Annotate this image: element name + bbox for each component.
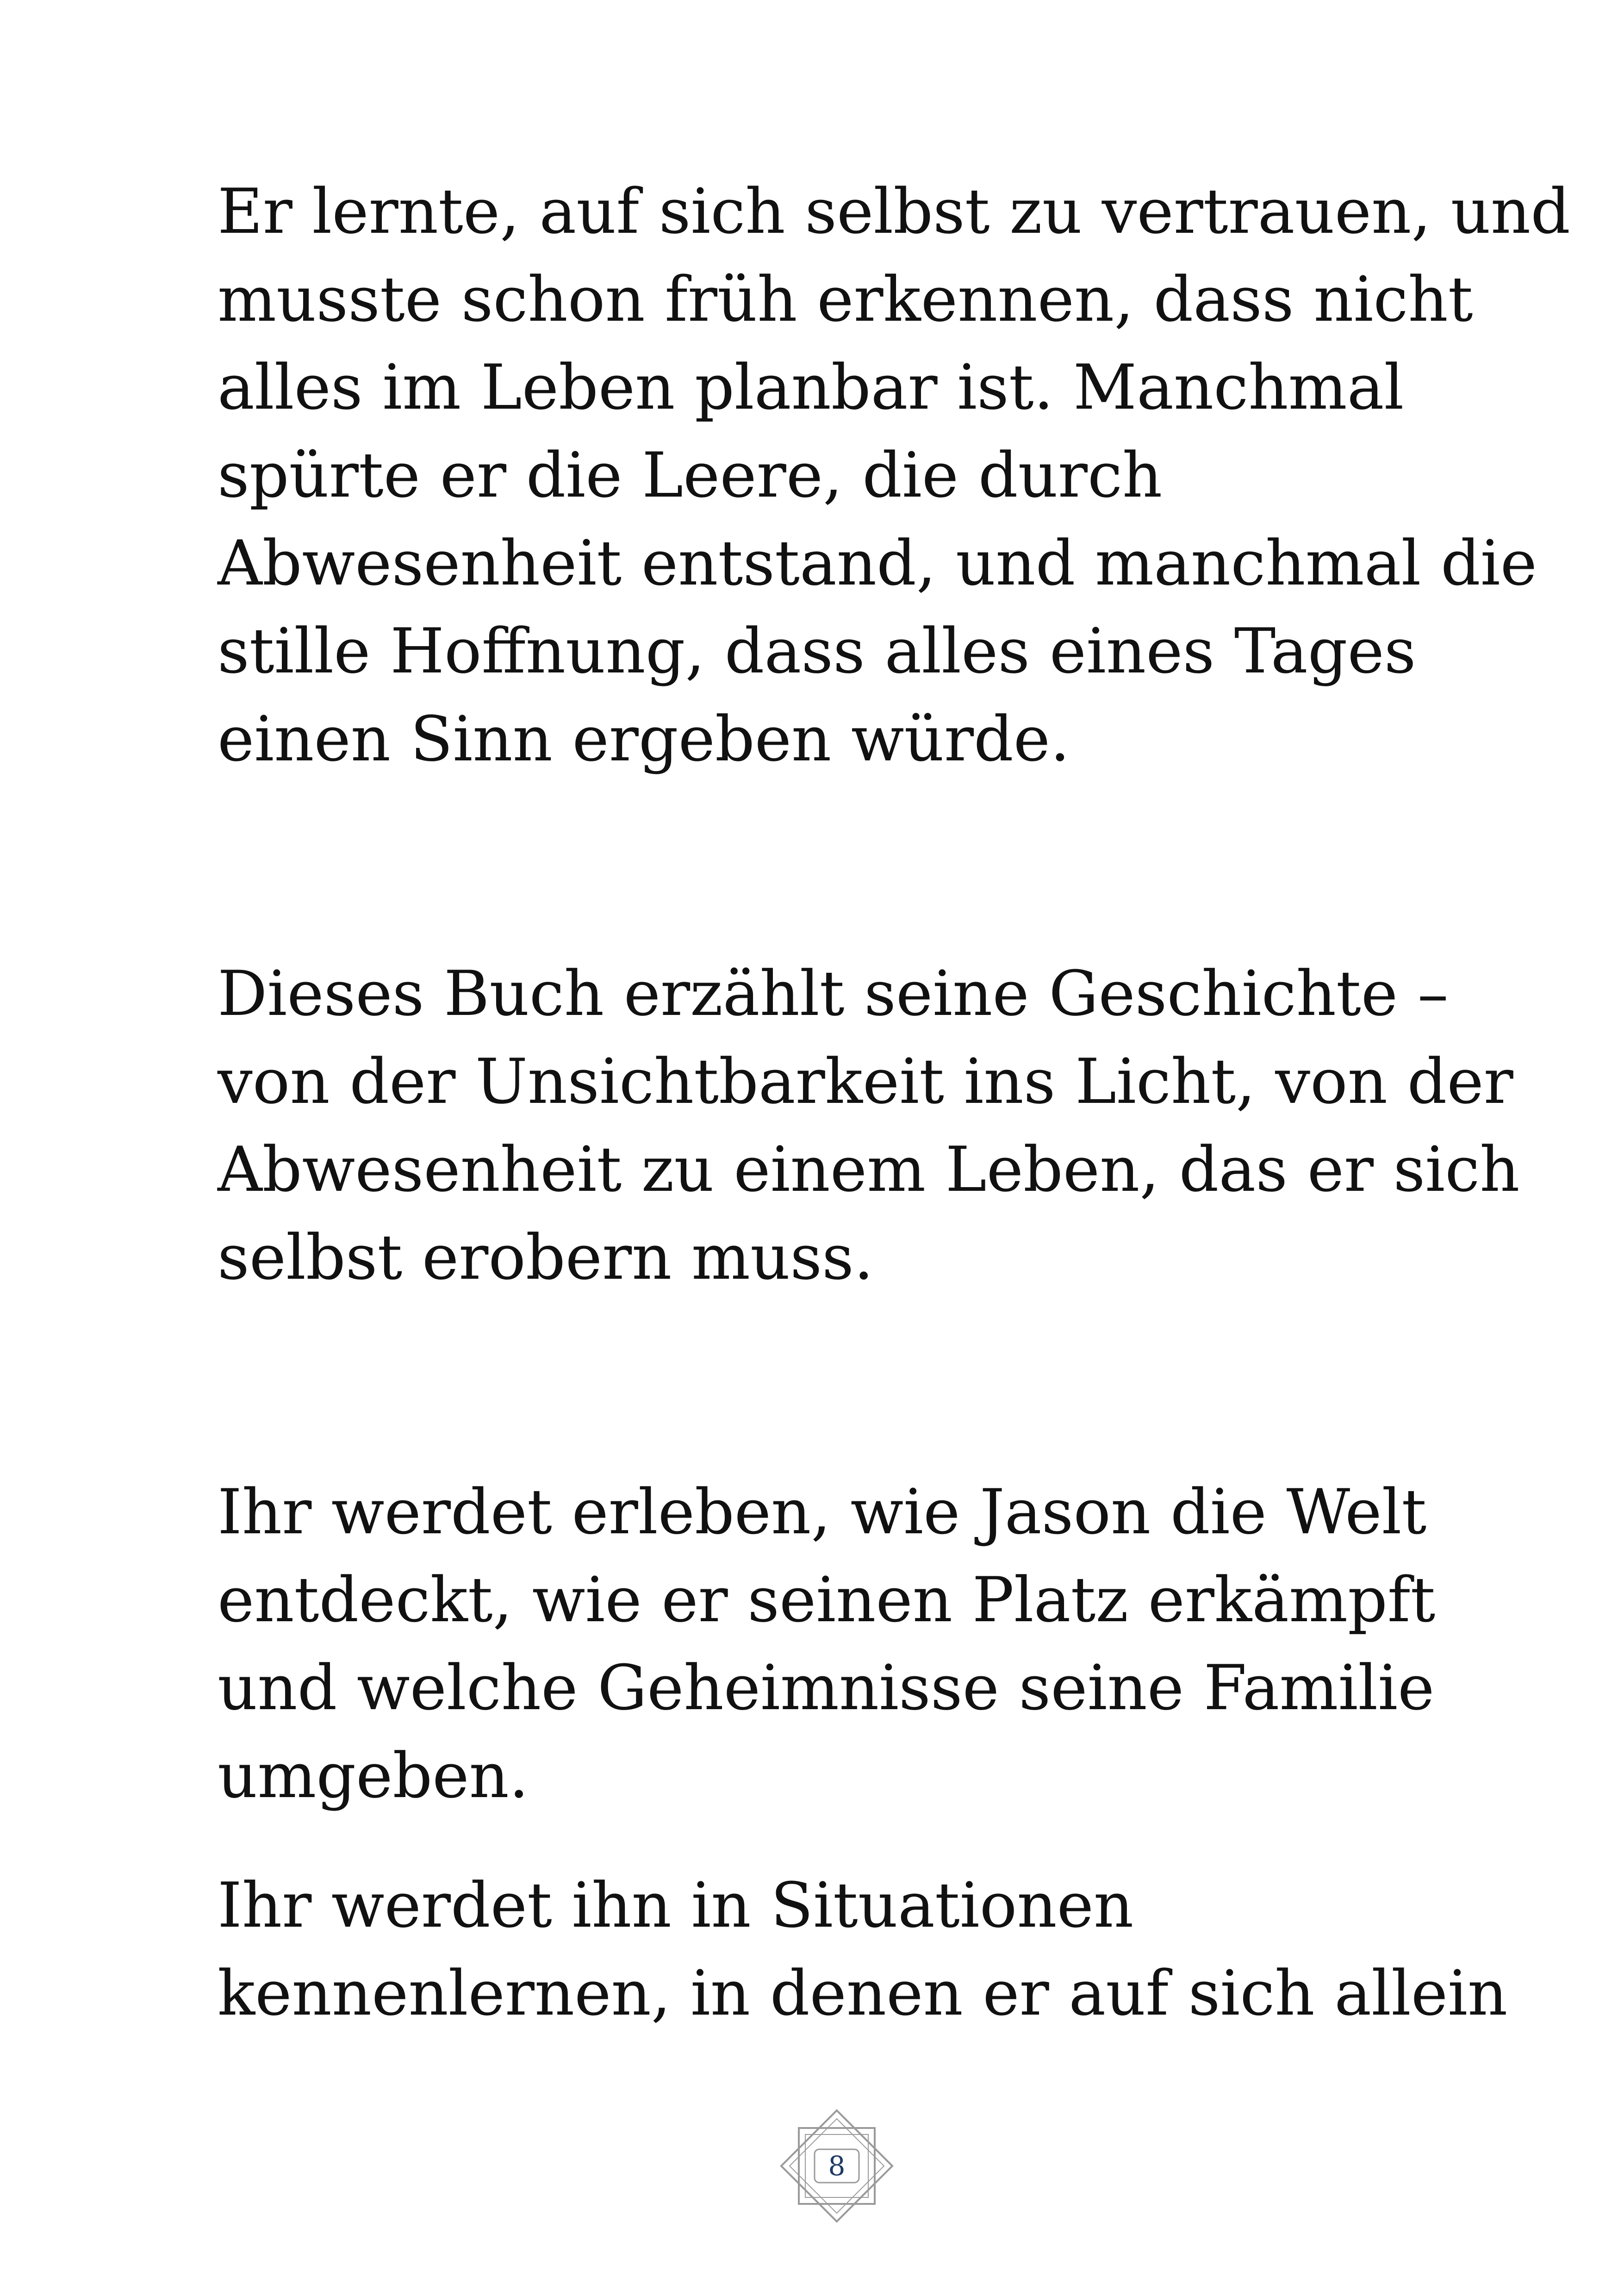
paragraph-line: alles im Leben planbar ist. Manchmal xyxy=(218,351,1404,423)
page-number: 8 xyxy=(828,2150,846,2182)
paragraph-line: spürte er die Leere, die durch xyxy=(218,439,1163,511)
paragraph-4 xyxy=(218,1861,1508,2037)
paragraph-line: Abwesenheit zu einem Leben, das er sich xyxy=(218,1133,1520,1206)
paragraph-line: und welche Geheimnisse seine Familie xyxy=(218,1652,1435,1724)
paragraph-line: einen Sinn ergeben würde. xyxy=(218,703,1070,775)
paragraph-3 xyxy=(218,1468,1467,1820)
paragraph-line: umgeben. xyxy=(218,1740,529,1812)
paragraph-1 xyxy=(218,168,1571,783)
paragraph-line: Ihr werdet erleben, wie Jason die Welt xyxy=(218,1476,1427,1548)
paragraph-line: selbst erobern muss. xyxy=(218,1221,874,1294)
paragraph-line: Dieses Buch erzählt seine Geschichte – xyxy=(218,958,1449,1030)
paragraph-line: Abwesenheit entstand, und manchmal die xyxy=(218,527,1537,599)
paragraph-line: musste schon früh erkennen, dass nicht xyxy=(218,263,1473,336)
paragraph-line: entdeckt, wie er seinen Platz erkämpft xyxy=(218,1564,1436,1636)
paragraph-line: kennenlernen, in denen er auf sich allein xyxy=(218,1957,1508,2029)
paragraph-2 xyxy=(218,950,1520,1301)
paragraph-line: stille Hoffnung, dass alles eines Tages xyxy=(218,615,1416,687)
paragraph-line: Ihr werdet ihn in Situationen xyxy=(218,1869,1134,1941)
paragraph-line: von der Unsichtbarkeit ins Licht, von der xyxy=(218,1045,1513,1118)
paragraph-line: Er lernte, auf sich selbst zu vertrauen, und xyxy=(218,175,1571,248)
